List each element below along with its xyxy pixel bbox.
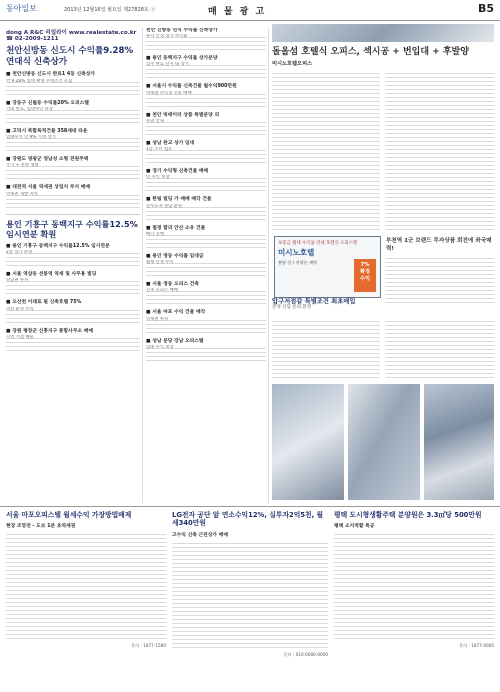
listing-body: 입주 완료 단지 내 상가	[146, 62, 266, 80]
bottom-ad-3-body	[334, 531, 494, 641]
listing-body: 거래 완료, 임대수익 보장	[6, 107, 140, 125]
listing-item	[146, 84, 266, 108]
bottom-ad-3	[334, 507, 494, 687]
investment-block	[386, 236, 494, 305]
promo-ad	[274, 236, 381, 298]
listing-item	[146, 169, 266, 193]
listing-item	[146, 113, 266, 137]
building-photo-2	[348, 384, 420, 500]
listing-group-1	[6, 72, 140, 209]
listing-item	[6, 157, 140, 181]
listing-item	[146, 197, 266, 221]
listing-title: ■ 강원 평창군 신흥지구 통합사무소 매매	[6, 328, 94, 334]
listing-group-2	[6, 244, 140, 353]
bottom-ad-2-subtitle: 고수익 신축 근린상가 매매	[172, 532, 228, 538]
offer-text-left	[272, 318, 380, 378]
page-header	[0, 0, 500, 21]
agency-banner: dong A R&C 리얼라이 www.realestate.co.kr ☎ 02-2009-1211	[6, 30, 137, 42]
column-divider	[142, 28, 143, 503]
listing-body: 신축 오피스 매매	[146, 288, 266, 306]
listing-item	[146, 310, 266, 334]
listing-body: 월세 안정 수익	[146, 260, 266, 278]
listing-title: ■ 오산천 이래로 필 신축호텔 75%	[6, 300, 82, 306]
bottom-ad-1	[6, 507, 166, 687]
listing-title: ■ 경기 수익형 신축건물 매매	[146, 169, 209, 175]
bottom-ad-2	[172, 507, 328, 687]
headline-2: 용인 기흥구 동백지구 수익률12.5% 임시연분 확원	[6, 218, 138, 240]
listing-item	[146, 254, 266, 278]
column-1	[6, 28, 140, 503]
listing-title: ■ 용인 동백지구 수익률 상가분양	[146, 56, 218, 62]
promo-ad-title: 미시노호텔	[278, 248, 315, 257]
bottom-ad-1-contact: 문의 : 1877-1580	[131, 643, 166, 649]
listing-item	[6, 300, 140, 324]
listing-item	[6, 272, 140, 296]
listing-title: ■ 서울 마포 수익 건물 매각	[146, 310, 206, 316]
listing-title: ■ 한림 빌딩 가 매매 매각 건물	[146, 197, 212, 203]
listing-body: 지역 거점 매물	[6, 335, 140, 353]
listing-body: 2층 상가 분양	[6, 250, 140, 268]
listing-body: 약 9.28% 임대 확정 우대조건 모집	[6, 79, 140, 97]
listing-title: ■ 대전역 서울 역세권 상업지 부지 매매	[6, 185, 91, 191]
special-offer-body: 분양 상담 문의 환영	[272, 305, 312, 310]
listing-item	[146, 28, 266, 52]
building-photo-1	[272, 384, 344, 500]
listing-body: 1층 코너 점포	[146, 147, 266, 165]
bottom-band	[0, 506, 500, 692]
listing-item	[146, 56, 266, 80]
listing-body: 역세권 개발 지역	[6, 192, 140, 210]
divider	[6, 214, 140, 215]
listing-item	[146, 339, 266, 363]
listing-body: 분양 안내	[146, 119, 266, 137]
listing-body: 역세권 투자	[146, 317, 266, 335]
offer-text-right	[386, 318, 494, 378]
listing-item	[6, 129, 140, 153]
listing-item	[6, 101, 140, 125]
section-title: 매 물 광 고	[208, 7, 267, 17]
listing-title: ■ 철정 합의 안산 소유 건물	[146, 225, 206, 231]
listing-body: 임대 수익 보장	[146, 345, 266, 363]
listing-item	[146, 141, 266, 165]
bottom-ad-3-contact: 문의 : 1877-0000	[459, 643, 494, 649]
listing-title: ■ 천안신방동 신도시 완료1 4동 신축상가	[6, 72, 96, 78]
bottom-ad-2-title: LG전자 공단 앞 연소수익12%, 실투자2억5천, 월세340만원	[172, 511, 324, 528]
listing-body: 강남권 투자	[6, 278, 140, 296]
listing-body: 매각 진행	[146, 232, 266, 250]
bottom-ad-3-subtitle: 평택 소지역할 특공	[334, 524, 375, 530]
listing-title: ■ 고덕시 복합목적건물 358세대 타운	[6, 128, 88, 134]
promo-ad-line3: 분양 중 / 선착순 계약	[278, 260, 318, 265]
listing-title: ■ 서울 정동 오피스 건축	[146, 282, 199, 288]
yield-badge: 7% 확정 수익	[354, 259, 376, 292]
listing-title: ■ 서울시 수익률 신축건물 월수익900만원	[146, 84, 237, 90]
listing-title: ■ 천안 빅데이터 상품 특별분양 외	[146, 112, 220, 118]
listing-item	[6, 329, 140, 353]
newspaper-logo: 동아일보	[6, 4, 37, 13]
feature-headline: 돌올섬 호텔식 오피스, 섹시공 + 번입대 + 후발양	[272, 47, 469, 57]
listing-body: 임대수익 연 9% 기대 상가	[6, 135, 140, 153]
special-offer-title: 압구저점같 특별조건 최초매입	[272, 298, 356, 305]
promo-ad-line1: 보증금 월세 수익률 연대 호텔식 오피스텔	[278, 241, 358, 246]
listing-body: 연 수익 보장	[146, 175, 266, 193]
bottom-ad-1-body	[6, 531, 166, 641]
listing-body: 실수요자 상담 환영	[146, 204, 266, 222]
listing-title: ■ 서울 역삼동 선릉역 역세 및 사무용 빌딩	[6, 272, 97, 278]
listing-item	[146, 282, 266, 306]
column-2	[146, 28, 266, 503]
listing-title: ■ 용인 영동 수익률 임대금	[146, 253, 204, 259]
column-divider	[268, 28, 269, 503]
bottom-ad-1-title: 서울 마포오피스텔 월세수익 가장방법배제	[6, 511, 132, 519]
bottom-ad-1-subtitle: 현장 조망전 - 도보 1분 초역세권	[6, 524, 76, 530]
listing-item	[6, 72, 140, 96]
bottom-ad-2-body	[172, 540, 328, 650]
special-offer-block	[272, 296, 494, 311]
listing-item	[146, 226, 266, 250]
listing-title: ■ 성남 판교 상가 임대	[146, 140, 195, 146]
listing-title: ■ 용인 기흥구 동백지구 수익률12.5% 임시연분	[6, 243, 110, 249]
feature-body-right	[386, 70, 494, 230]
building-photo	[272, 24, 494, 42]
listing-item	[6, 185, 140, 209]
listing-title: ■ 성남 분당 강남 오피스텔	[146, 338, 204, 344]
listing-body: 역세권 수익형 건물 매매	[146, 91, 266, 109]
building-photo-3	[424, 384, 494, 500]
headline-1: 천안신방동 신도시 수익률9.28% 연대식 신축상가	[6, 46, 134, 68]
listing-title: 천안 신방동 연식 수익률 신축상가	[146, 28, 218, 33]
listing-body: 주거 + 전원 생활	[6, 163, 140, 181]
bottom-ad-3-title: 평택 도시형생활주택 분양원은 3.3㎡당 500만원	[334, 511, 482, 519]
investment-title: 부천역 1군 브랜드 투자상품 회전에 좌국매력!	[386, 238, 492, 252]
feature-body-left	[272, 70, 380, 230]
bottom-ad-2-contact: 문의 : 010-0000-0000	[283, 651, 328, 657]
listing-item	[6, 244, 140, 268]
listing-body: 투자 안정 상가 수익률	[146, 34, 266, 52]
listing-body: 객실 운영 수익	[6, 307, 140, 325]
listing-title: ■ 강원도 영광군 정남성 소형 전원주택	[6, 157, 89, 163]
listing-title: ■ 강동구 신월동 수익률20% 오피스텔	[6, 100, 89, 106]
issue-date: 2013년 12월16일 월요일 제27828호 ⓒ	[64, 7, 156, 13]
feature-subtitle: 미시노호텔오피스	[272, 61, 313, 67]
page-number: B5	[477, 2, 494, 15]
